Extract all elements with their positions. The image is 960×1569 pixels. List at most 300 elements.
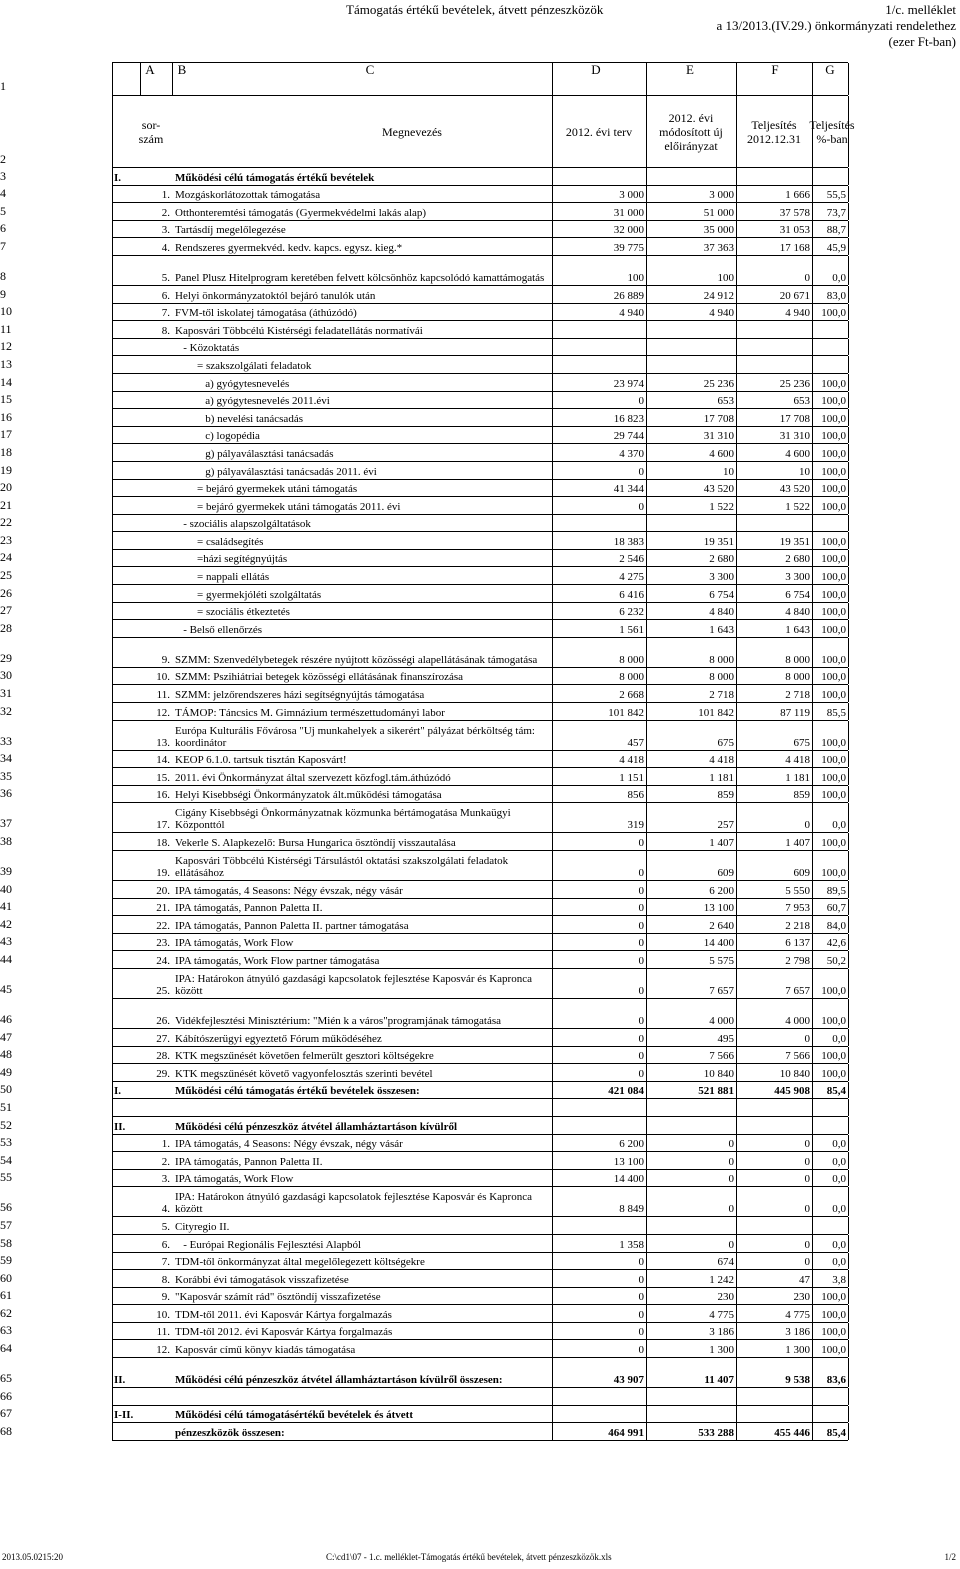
cell-text: 859 <box>717 789 734 802</box>
cell-d <box>552 238 646 255</box>
cell-text: 19. <box>156 867 170 879</box>
cell-f <box>736 881 812 898</box>
cell-g <box>812 786 848 803</box>
cell-a <box>112 256 140 285</box>
cell-a <box>112 951 140 968</box>
table-row <box>0 668 848 686</box>
cell-text: 7. <box>161 307 170 320</box>
cell-c <box>172 1323 552 1340</box>
cell-text: IPA támogatás, 4 Seasons: Négy évszak, négy vásár <box>175 884 403 897</box>
decree-reference: a 13/2013.(IV.29.) önkormányzati rendelethez <box>716 18 956 33</box>
table-row <box>0 916 848 934</box>
cell-f <box>736 803 812 832</box>
cell-f <box>736 392 812 409</box>
table-row <box>0 1305 848 1323</box>
cell-text: 45,9 <box>826 241 846 254</box>
cell-b <box>140 685 172 702</box>
cell-c <box>172 1029 552 1046</box>
cell-text: 0 <box>728 1155 734 1168</box>
cell-a <box>112 392 140 409</box>
cell-g <box>812 186 848 203</box>
cell-g <box>812 1305 848 1322</box>
cell-text: 43 907 <box>613 1374 644 1387</box>
cell-f <box>736 703 812 720</box>
cell-text: 8 000 <box>785 671 810 684</box>
cell-e <box>646 427 736 444</box>
cell-text: 1 666 <box>785 189 810 202</box>
cell-text: 1 151 <box>619 771 644 784</box>
cell-g <box>812 286 848 303</box>
cell-c <box>172 1388 552 1405</box>
row-number: 49 <box>0 1064 12 1079</box>
cell-text: 521 881 <box>698 1085 734 1098</box>
cell-f <box>736 1235 812 1252</box>
cell-b <box>140 409 172 426</box>
cell-d <box>552 1358 646 1387</box>
cell-c <box>172 585 552 602</box>
cell-g <box>812 833 848 850</box>
cell-d <box>552 168 646 185</box>
cell-b <box>140 462 172 479</box>
cell-text: Működési célú pénzeszköz átvétel államháztartáson kívülről összesen: <box>175 1374 503 1387</box>
cell-text: 7 566 <box>709 1050 734 1063</box>
cell-d <box>552 497 646 514</box>
cell-text: 3 300 <box>785 571 810 584</box>
cell-c <box>172 603 552 620</box>
cell-text: 4 940 <box>709 307 734 320</box>
cell-text: 15. <box>156 771 170 784</box>
cell-g <box>812 638 848 667</box>
cell-e <box>646 1340 736 1357</box>
cell-text: 1 181 <box>785 771 810 784</box>
row-number: 16 <box>0 409 12 424</box>
cell-f <box>736 1187 812 1216</box>
cell-e <box>646 1170 736 1187</box>
cell-a <box>112 851 140 880</box>
cell-c <box>172 286 552 303</box>
cell-f <box>736 668 812 685</box>
cell-g <box>812 1253 848 1270</box>
cell-c <box>172 768 552 785</box>
cell-b <box>140 786 172 803</box>
cell-g <box>812 515 848 532</box>
cell-text: TDM-től önkormányzat által megelőlegezett költségekre <box>175 1256 425 1269</box>
cell-b <box>140 1406 172 1423</box>
cell-text: 8 000 <box>619 671 644 684</box>
cell-text: 1 522 <box>709 500 734 513</box>
cell-c <box>172 444 552 461</box>
cell-e <box>646 916 736 933</box>
cell-text: 100 <box>717 271 734 284</box>
cell-a <box>112 603 140 620</box>
table-row <box>0 480 848 498</box>
cell-c <box>172 833 552 850</box>
row-number: 57 <box>0 1217 12 1232</box>
table-row <box>0 803 848 833</box>
cell-text: 0 <box>638 884 644 897</box>
cell-text: 319 <box>627 819 644 832</box>
cell-a <box>112 1388 140 1405</box>
cell-text: 101 842 <box>698 706 734 719</box>
cell-text: 257 <box>717 819 734 832</box>
cell-e <box>646 969 736 998</box>
table-row <box>0 721 848 751</box>
cell-a <box>112 1064 140 1081</box>
cell-f <box>736 1388 812 1405</box>
cell-e <box>646 168 736 185</box>
cell-text: 0 <box>804 1155 810 1168</box>
cell-e <box>646 1406 736 1423</box>
cell-d <box>552 685 646 702</box>
description-header: Megnevezés <box>382 124 442 139</box>
cell-g <box>812 1340 848 1357</box>
row-number: 66 <box>0 1388 12 1403</box>
cell-c <box>172 620 552 637</box>
cell-e <box>646 256 736 285</box>
cell-a <box>112 427 140 444</box>
cell-b <box>140 1217 172 1234</box>
cell-g <box>812 532 848 549</box>
cell-text: 100,0 <box>821 771 846 784</box>
cell-text: Kaposvári Többcélú Kistérségi Társulástól oktatási szakszolgálati feladatok ellátásához <box>175 855 509 879</box>
row-number: 18 <box>0 444 12 459</box>
cell-text: 100,0 <box>821 430 846 443</box>
cell-d <box>552 1288 646 1305</box>
cell-a <box>112 186 140 203</box>
cell-g <box>812 497 848 514</box>
cell-a <box>112 969 140 998</box>
cell-text: 4 275 <box>619 571 644 584</box>
row-number: 1 <box>0 79 6 93</box>
cell-d <box>552 768 646 785</box>
cell-e <box>646 685 736 702</box>
cell-text: Mozgáskorlátozottak támogatása <box>175 189 321 202</box>
cell-text: b) nevelési tanácsadás <box>175 412 303 425</box>
cell-text: 4 940 <box>785 307 810 320</box>
cell-b <box>140 751 172 768</box>
cell-text: IPA: Határokon átnyúló gazdasági kapcsolatok fejlesztése Kaposvár és Kapronca között <box>175 972 532 997</box>
cell-text: 8. <box>161 324 170 337</box>
cell-text: 10 840 <box>779 1067 810 1080</box>
cell-e <box>646 497 736 514</box>
cell-a <box>112 1423 140 1440</box>
cell-a <box>112 515 140 532</box>
cell-c <box>172 567 552 584</box>
row-number: 36 <box>0 786 12 801</box>
cell-text: 100,0 <box>821 535 846 548</box>
cell-g <box>812 881 848 898</box>
footer-file-path: C:\cd1\07 - 1.c. melléklet-Támogatás értékű bevételek, átvett pénzeszközök.xls <box>326 1552 612 1562</box>
cell-text: 4 418 <box>619 754 644 767</box>
cell-text: 1 522 <box>785 500 810 513</box>
cell-text: 0 <box>804 819 810 832</box>
table-row <box>0 1340 848 1358</box>
cell-f <box>736 899 812 916</box>
table-row <box>0 550 848 568</box>
cell-text: 0 <box>804 1138 810 1151</box>
cell-a <box>112 803 140 832</box>
cell-a <box>112 567 140 584</box>
cell-b <box>140 833 172 850</box>
cell-b <box>140 899 172 916</box>
cell-text: 8 000 <box>619 653 644 666</box>
cell-g <box>812 392 848 409</box>
row-number: 50 <box>0 1082 12 1097</box>
row-number: 67 <box>0 1406 12 1421</box>
row-number: 10 <box>0 304 12 319</box>
row-number: 29 <box>0 650 12 665</box>
cell-f <box>736 462 812 479</box>
cell-c <box>172 427 552 444</box>
cell-text: 6 200 <box>619 1138 644 1151</box>
cell-b <box>140 1170 172 1187</box>
cell-text: 51 000 <box>703 206 734 219</box>
row-number: 41 <box>0 899 12 914</box>
cell-d <box>552 1406 646 1423</box>
table-row <box>0 444 848 462</box>
cell-text: 0 <box>638 500 644 513</box>
cell-d <box>552 833 646 850</box>
table-row <box>0 1047 848 1065</box>
row-number: 46 <box>0 1011 12 1026</box>
row-number: 55 <box>0 1170 12 1185</box>
cell-text: Működési célú támogatásértékű bevételek és átvett <box>175 1409 413 1422</box>
cell-e <box>646 374 736 391</box>
cell-text: 50,2 <box>826 954 846 967</box>
cell-text: = bejáró gyermekek utáni támogatás <box>175 483 358 496</box>
table-row <box>0 1099 848 1117</box>
cell-text: 17 708 <box>779 412 810 425</box>
table-row <box>0 409 848 427</box>
cell-e <box>646 532 736 549</box>
cell-text: 2 798 <box>785 954 810 967</box>
table-row <box>0 203 848 221</box>
cell-b <box>140 1064 172 1081</box>
cell-d <box>552 1117 646 1134</box>
table-row <box>0 620 848 638</box>
cell-c <box>172 1358 552 1387</box>
cell-g <box>812 462 848 479</box>
cell-e <box>646 567 736 584</box>
cell-d <box>552 1187 646 1216</box>
cell-e <box>646 550 736 567</box>
cell-f <box>736 567 812 584</box>
cell-b <box>140 585 172 602</box>
cell-e <box>646 1235 736 1252</box>
cell-e <box>646 1135 736 1152</box>
cell-text: 445 908 <box>774 1085 810 1098</box>
cell-text: - Európai Regionális Fejlesztési Alapból <box>175 1238 362 1251</box>
table-row <box>0 1388 848 1406</box>
cell-text: 0 <box>804 1256 810 1269</box>
cell-a <box>112 1187 140 1216</box>
cell-text: Működési célú támogatás értékű bevételek <box>175 171 375 184</box>
cell-e <box>646 803 736 832</box>
cell-text: 0 <box>638 1256 644 1269</box>
cell-g <box>812 427 848 444</box>
cell-e <box>646 620 736 637</box>
cell-text: 31 000 <box>613 206 644 219</box>
cell-text: 4. <box>161 241 170 254</box>
cell-e <box>646 1270 736 1287</box>
cell-text: 4 840 <box>709 606 734 619</box>
table-row <box>0 768 848 786</box>
table-row <box>0 1187 848 1217</box>
cell-a <box>112 286 140 303</box>
cell-text: 3 186 <box>709 1326 734 1339</box>
cell-f <box>736 1340 812 1357</box>
cell-f <box>736 1323 812 1340</box>
cell-c <box>172 515 552 532</box>
row-number: 14 <box>0 374 12 389</box>
cell-text: 100,0 <box>821 754 846 767</box>
cell-g <box>812 256 848 285</box>
table-row <box>0 374 848 392</box>
cell-d <box>552 304 646 321</box>
cell-d <box>552 339 646 356</box>
cell-f <box>736 515 812 532</box>
cell-text: - szociális alapszolgáltatások <box>175 518 311 531</box>
cell-a <box>112 532 140 549</box>
table-row <box>0 168 848 186</box>
row-number: 37 <box>0 816 12 831</box>
cell-text: 7 657 <box>785 984 810 997</box>
cell-c <box>172 1217 552 1234</box>
column-letter: B <box>177 62 187 77</box>
cell-text: 3. <box>161 1173 170 1186</box>
cell-d <box>552 1152 646 1169</box>
cell-c <box>172 751 552 768</box>
cell-a <box>112 638 140 667</box>
cell-c <box>172 1117 552 1134</box>
cell-text: 0 <box>638 395 644 408</box>
cell-c <box>172 1082 552 1099</box>
table-row <box>0 999 848 1029</box>
cell-a <box>112 480 140 497</box>
cell-text: 100,0 <box>821 671 846 684</box>
cell-b <box>140 356 172 373</box>
cell-c <box>172 851 552 880</box>
cell-e <box>646 1152 736 1169</box>
cell-d <box>552 427 646 444</box>
cell-text: 100,0 <box>821 789 846 802</box>
cell-text: Európa Kulturális Fővárosa "Uj munkahelyek a sikerért" pályázat bérköltség tám: koordinátor <box>175 724 535 749</box>
cell-a <box>112 409 140 426</box>
cell-text: 100,0 <box>821 588 846 601</box>
cell-d <box>552 1423 646 1440</box>
cell-g <box>812 1047 848 1064</box>
cell-g <box>812 1423 848 1440</box>
cell-text: 2 668 <box>619 689 644 702</box>
row-number: 33 <box>0 733 12 748</box>
cell-text: 533 288 <box>698 1426 734 1439</box>
cell-b <box>140 1152 172 1169</box>
row-number: 40 <box>0 881 12 896</box>
cell-f <box>736 851 812 880</box>
cell-f <box>736 620 812 637</box>
cell-e <box>646 356 736 373</box>
cell-text: 6 200 <box>709 884 734 897</box>
cell-text: 0 <box>638 1344 644 1357</box>
cell-b <box>140 1270 172 1287</box>
cell-a <box>112 321 140 338</box>
cell-f <box>736 1270 812 1287</box>
cell-f <box>736 685 812 702</box>
cell-text: 0 <box>638 1291 644 1304</box>
row-number: 22 <box>0 515 12 530</box>
cell-e <box>646 1388 736 1405</box>
unit-note: (ezer Ft-ban) <box>888 34 956 49</box>
cell-f <box>736 374 812 391</box>
cell-g <box>812 1117 848 1134</box>
cell-e <box>646 1099 736 1116</box>
table-row <box>0 532 848 550</box>
cell-text: 16. <box>156 789 170 802</box>
cell-text: 4 775 <box>785 1308 810 1321</box>
table-row <box>0 392 848 410</box>
cell-f <box>736 1423 812 1440</box>
row-number: 62 <box>0 1305 12 1320</box>
cell-a <box>112 1305 140 1322</box>
cell-text: 4 370 <box>619 447 644 460</box>
cell-text: 0 <box>804 1032 810 1045</box>
cell-f <box>736 751 812 768</box>
cell-text: 1 643 <box>709 623 734 636</box>
row-number: 30 <box>0 668 12 683</box>
cell-g <box>812 1406 848 1423</box>
cell-a <box>112 668 140 685</box>
cell-e <box>646 899 736 916</box>
cell-text: 3 186 <box>785 1326 810 1339</box>
row-number: 45 <box>0 981 12 996</box>
cell-f <box>736 1135 812 1152</box>
cell-text: 0 <box>638 1273 644 1286</box>
cell-c <box>172 221 552 238</box>
cell-text: 0 <box>728 1238 734 1251</box>
row-number: 24 <box>0 550 12 565</box>
cell-text: 100,0 <box>821 984 846 997</box>
cell-g <box>812 1082 848 1099</box>
cell-c <box>172 1270 552 1287</box>
cell-text: = családsegítés <box>175 535 264 548</box>
cell-text: Rendszeres gyermekvéd. kedv. kapcs. egysz. kieg.* <box>175 241 403 254</box>
row-number: 52 <box>0 1117 12 1132</box>
cell-a <box>112 1082 140 1099</box>
cell-b <box>140 374 172 391</box>
cell-text: 0 <box>728 1203 734 1216</box>
cell-a <box>112 1152 140 1169</box>
cell-d <box>552 392 646 409</box>
row-number: 8 <box>0 268 6 283</box>
cell-text: Kábítószerügyi egyeztető Fórum működéséhez <box>175 1032 382 1045</box>
cell-d <box>552 256 646 285</box>
table-row <box>0 1253 848 1271</box>
cell-text: 100,0 <box>821 689 846 702</box>
cell-g <box>812 934 848 951</box>
table-row <box>0 1029 848 1047</box>
cell-b <box>140 1253 172 1270</box>
cell-g <box>812 1099 848 1116</box>
table-row <box>0 1152 848 1170</box>
cell-text: Tartásdíj megelőlegezése <box>175 224 286 237</box>
cell-text: 6. <box>161 1238 170 1251</box>
cell-d <box>552 1135 646 1152</box>
cell-d <box>552 356 646 373</box>
cell-b <box>140 916 172 933</box>
table-row <box>0 585 848 603</box>
cell-c <box>172 256 552 285</box>
cell-text: 60,7 <box>826 902 846 915</box>
